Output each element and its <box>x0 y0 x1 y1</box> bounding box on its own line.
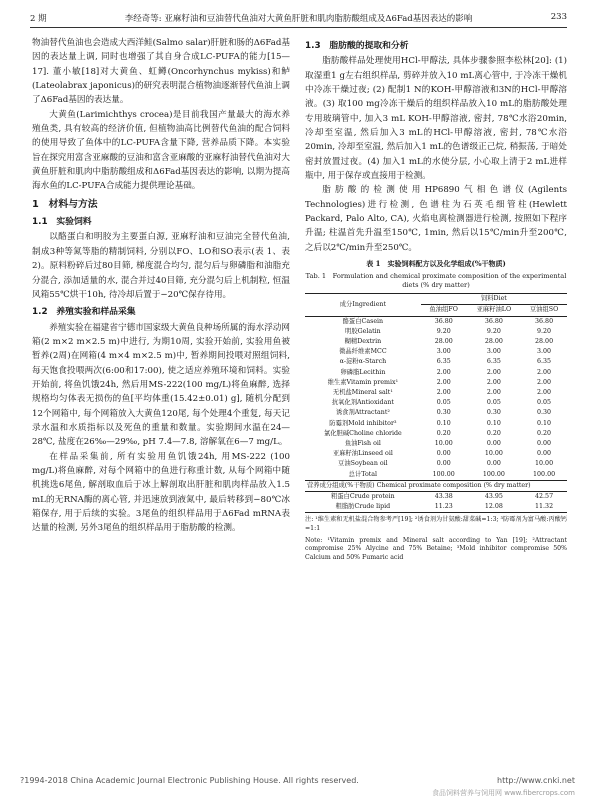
cell-value: 2.00 <box>436 378 451 386</box>
copyright: ?1994-2018 China Academic Journal Electronic Publishing House. All rights reserved. <box>20 776 359 785</box>
row-label: 豆油Soybean oil <box>338 460 388 468</box>
row-label: 抗氧化剂Antioxidant <box>331 399 394 407</box>
cell-value: 6.35 <box>537 358 552 366</box>
table-row <box>305 368 567 378</box>
cell-value: 0.30 <box>486 409 501 417</box>
cell-value: 28.00 <box>434 337 453 345</box>
cell-value: 2.00 <box>436 388 451 396</box>
cell-value: 0.10 <box>486 419 501 427</box>
cell-value: 0.10 <box>436 419 451 427</box>
cell-value: 43.38 <box>434 493 453 501</box>
table-row <box>305 439 567 449</box>
row-label: 无机盐Mineral salt¹ <box>332 388 393 396</box>
table-row <box>305 316 567 327</box>
col-group: 饲料Diet <box>421 294 567 305</box>
cell-value: 36.80 <box>434 317 453 325</box>
cell-value: 0.00 <box>436 450 451 458</box>
row-label: 亚麻籽油Linseed oil <box>332 450 393 458</box>
cell-value: 100.00 <box>533 470 556 478</box>
cell-value: 6.35 <box>436 358 451 366</box>
cell-value: 2.00 <box>436 368 451 376</box>
col-header: 亚麻籽油LO <box>476 306 512 314</box>
table-row <box>305 408 567 418</box>
cell-value: 0.20 <box>486 429 501 437</box>
comp-header: 营养成分组成(%干物质) Chemical proximate composition (% dry matter) <box>307 481 531 489</box>
cell-value: 0.00 <box>486 460 501 468</box>
cell-value: 9.20 <box>486 327 501 335</box>
table-row <box>305 502 567 513</box>
watermark: 食品饲料营养与饲用网 www.fibercrops.com <box>432 789 575 797</box>
cell-value: 9.20 <box>436 327 451 335</box>
cell-value: 0.00 <box>537 450 552 458</box>
row-label: 酪蛋白Casein <box>342 317 384 325</box>
table-row <box>305 449 567 459</box>
cell-value: 36.80 <box>484 317 503 325</box>
table-row <box>305 480 567 491</box>
paragraph: 在样品采集前, 所有实验用鱼饥饿24h, 用MS-222 (100 mg/L)将鱼麻醉, 对每个网箱中的鱼进行称重计数, 从每个网箱中随机挑选6尾鱼, 解剖取血后于冰上解剖取出肝脏和肌肉样品放入1.5 mL的无RNA酶的离心管, 并迅速放到液氮中, 最后转移到−80℃冰箱保存, 用于后续的实验。3尾鱼的组织样品用于Δ6Fad mRNA表达量的检测, 另外3尾鱼的组织样品用于脂肪酸的检测。 <box>32 451 290 534</box>
cell-value: 3.00 <box>436 348 451 356</box>
table-row <box>305 429 567 439</box>
table-row <box>305 419 567 429</box>
table-title-cn: 表 1 实验饲料配方以及化学组成(%干物质) <box>366 259 506 269</box>
paragraph: 脂肪酸样品处理使用HCl-甲醇法, 具体步骤参照李松林[20]: (1) 取湿重1 g左右组织样品, 剪碎并放入10 mL离心管中, 于冷冻干燥机中冷冻干燥过夜; (2) 配制1 N的KOH-甲醇溶液和3N的HCl-甲醇溶液。(3) 取100 mg冷冻干燥后的组织样品放入10 mL的脂肪酸处理专用玻璃管中, 加入3 mL KOH-甲醇溶液, 密封, 78℃水浴20min, 冷却至室温, 然后加入3 mL的HCl-甲醇溶液, 密封, 78℃水浴20min, 冷却至室温, 然后加入1 mL的色谱级正己烷, 稍振荡, 于暗处密封放置过夜。(4) 加入1 mL的水使分层, 小心取上清于2 mL进样瓶中, 用于保存或直接用于检测。 <box>305 56 567 182</box>
cell-value: 11.23 <box>434 503 453 511</box>
row-label: 微晶纤维素MCC <box>339 348 387 356</box>
cell-value: 11.32 <box>535 503 554 511</box>
site-link[interactable]: http://www.cnki.net <box>497 776 575 785</box>
cell-value: 43.95 <box>484 493 503 501</box>
subsection-heading: 1.2 养殖实验和样品采集 <box>32 307 136 318</box>
issue-number: 2 期 <box>30 14 47 24</box>
row-label: α-淀粉α-Starch <box>339 358 387 366</box>
cell-value: 2.00 <box>486 388 501 396</box>
cell-value: 2.00 <box>486 378 501 386</box>
paragraph: 大黄鱼(Larimichthys crocea)是目前我国产量最大的海水养殖鱼类, 具有较高的经济价值, 但植物油高比例替代鱼油的配合饲料的使用导致了鱼体中的LC-PUFA含量下降, 营养品质下降。本实验旨在探究用富含亚麻酸的豆油和富含亚麻酸的亚麻籽油替代鱼油对大黄鱼肝脏和肌肉中脂肪酸组成和Δ6Fad基因表达的影响, 以期为提高海水鱼的LC-PUFA合成能力提供理论基础。 <box>32 109 290 192</box>
table-note-cn: 注: ¹维生素和无机盐混合物参考严[19]; ²诱食剂为甘氨酸:甜菜碱=1:3; ³防霉剂为富马酸:丙酸钙=1:1 <box>305 516 567 533</box>
table-row <box>305 337 567 347</box>
row-label: 维生素Vitamin premix¹ <box>327 378 399 386</box>
row-label: 总计Total <box>348 470 378 478</box>
col-ingredient: 成分Ingredient <box>305 294 421 316</box>
cell-value: 100.00 <box>432 470 455 478</box>
row-label: 鱼油Fish oil <box>344 440 381 447</box>
row-label: 卵磷脂Lecithin <box>340 368 386 376</box>
paragraph: 物油替代鱼油也会造成大西洋鲑(Salmo salar)肝脏和肠的Δ6Fad基因的表达量上调, 同时也增强了其自身合成LC-PUFA的能力[15—17]. 董小敏[18]对大黄鱼、虹鳟(Oncorhynchus mykiss)和鲈(Lateolabrax japonicus)的研究表明混合植物油逐渐替代鱼油上调了Δ6Fad基因的表达量。 <box>32 38 290 106</box>
cell-value: 0.05 <box>486 399 501 407</box>
cell-value: 2.00 <box>537 378 552 386</box>
right-column <box>305 36 567 562</box>
paragraph: 养殖实验在福建省宁德市国家级大黄鱼良种场所属的海水浮动网箱(2 m×2 m×2.5 m)中进行, 为期10周, 实验开始前, 实验用鱼被暂养(2周)在网箱(4 m×4 m×2.5 m)中, 暂养期间投喂对照组饲料, 每天饱食投喂两次(6:00和17:00), 使之适应养殖环境和饲料。实验开始前, 将鱼饥饿24h, 然后用MS-222(100 mg/L)将鱼麻醉, 选择规格均匀体表无损伤的鱼[平均体重(15.42±0.01) g], 随机分配到12个网箱中, 每个网箱放入大黄鱼120尾, 每个处理4个重复, 每天记录水温和水质指标以及死鱼的重量和数量。实验期间水温在24—28℃, 盐度在26‰—29‰, pH 7.4—7.8, 溶解氧在6—7 mg/L。 <box>32 322 290 448</box>
cell-value: 36.80 <box>535 317 554 325</box>
cell-value: 10.00 <box>484 450 503 458</box>
row-label: 防霉剂Mold inhibitor³ <box>329 419 397 427</box>
cell-value: 2.00 <box>537 368 552 376</box>
cell-value: 0.05 <box>537 399 552 407</box>
table-title-en: Tab. 1 Formulation and chemical proximate composition of the experimental diets (% dry matter) <box>305 272 567 290</box>
cell-value: 6.35 <box>486 358 501 366</box>
running-title: 李经奇等: 亚麻籽油和豆油替代鱼油对大黄鱼肝脏和肌肉脂肪酸组成及Δ6Fad基因表达的影响 <box>124 14 473 24</box>
subsection-heading: 1.3 脂肪酸的提取和分析 <box>305 41 409 51</box>
cell-value: 2.00 <box>537 388 552 396</box>
table-row <box>305 347 567 357</box>
cell-value: 2.00 <box>486 368 501 376</box>
table-row <box>305 459 567 469</box>
table-row <box>305 388 567 398</box>
header-rule <box>30 27 567 28</box>
cell-value: 0.30 <box>436 409 451 417</box>
col-header: 鱼油组FO <box>429 306 458 314</box>
cell-value: 28.00 <box>484 337 503 345</box>
left-column <box>32 36 290 536</box>
cell-value: 0.30 <box>537 409 552 417</box>
cell-value: 12.08 <box>484 503 503 511</box>
cell-value: 3.00 <box>537 348 552 356</box>
row-label: 诱食剂Attractant² <box>335 409 390 417</box>
row-label: 粗蛋白Crude protein <box>331 493 395 501</box>
table-row <box>305 327 567 337</box>
cell-value: 10.00 <box>434 440 453 447</box>
cell-value: 0.00 <box>537 440 552 447</box>
page-number: 233 <box>550 12 567 22</box>
table-row <box>305 470 567 481</box>
section-heading: 1 材料与方法 <box>32 198 98 210</box>
cell-value: 0.20 <box>436 429 451 437</box>
cell-value: 0.00 <box>486 440 501 447</box>
paragraph: 脂肪酸的检测使用HP6890气相色谱仪(Agilents Technologies)进行检测, 色谱柱为石英毛细管柱(Hewlett Packard, Palo Alto, CA), 火焰电离检测器进行检测, 按照如下程序升温; 柱温首先升温至150℃, 1min, 然后以15℃/min升至200℃, 之后以2℃/min升至250℃。 <box>305 185 567 253</box>
subsection-heading: 1.1 实验饲料 <box>32 217 92 228</box>
cell-value: 3.00 <box>486 348 501 356</box>
col-header: 豆油组SO <box>529 306 559 314</box>
table-row <box>305 398 567 408</box>
cell-value: 28.00 <box>535 337 554 345</box>
cell-value: 0.05 <box>436 399 451 407</box>
cell-value: 0.00 <box>436 460 451 468</box>
cell-value: 0.10 <box>537 419 552 427</box>
row-label: 氯化胆碱Choline chloride <box>323 429 402 437</box>
row-label: 明胶Gelatin <box>345 327 381 335</box>
table-row <box>305 492 567 503</box>
row-label: 粗脂肪Crude lipid <box>335 503 391 511</box>
cell-value: 0.20 <box>537 429 552 437</box>
cell-value: 10.00 <box>535 460 554 468</box>
page-header <box>30 10 567 26</box>
table-note-en: Note: ¹Vitamin premix and Mineral salt according to Yan [19]; ²Attractant compromise 25% Alycine and 75% Betaine; ³Mold inhibitor compromise 50% Calcium and 50% Fumaric acid <box>305 536 567 561</box>
paragraph: 以酪蛋白和明胶为主要蛋白源, 亚麻籽油和豆油完全替代鱼油, 制成3种等氮等脂的精制饲料, 分别以FO、LO和SO表示(表 1、表 2)。原料粉碎后过80目筛, 梯度混合均匀, 混匀后与卵磷脂和油脂充分混合, 添加适量的水, 混合并过40目筛, 充分混匀后上机制粒, 恒温风箱55℃烘干10h, 待冷却后置于−20℃保存待用。 <box>32 232 290 300</box>
cell-value: 100.00 <box>482 470 505 478</box>
diet-table <box>305 293 567 513</box>
cell-value: 42.57 <box>535 493 554 501</box>
table-row <box>305 357 567 367</box>
row-label: 糊精Dextrin <box>344 337 382 345</box>
footer <box>20 776 575 797</box>
cell-value: 9.20 <box>537 327 552 335</box>
table-row <box>305 378 567 388</box>
